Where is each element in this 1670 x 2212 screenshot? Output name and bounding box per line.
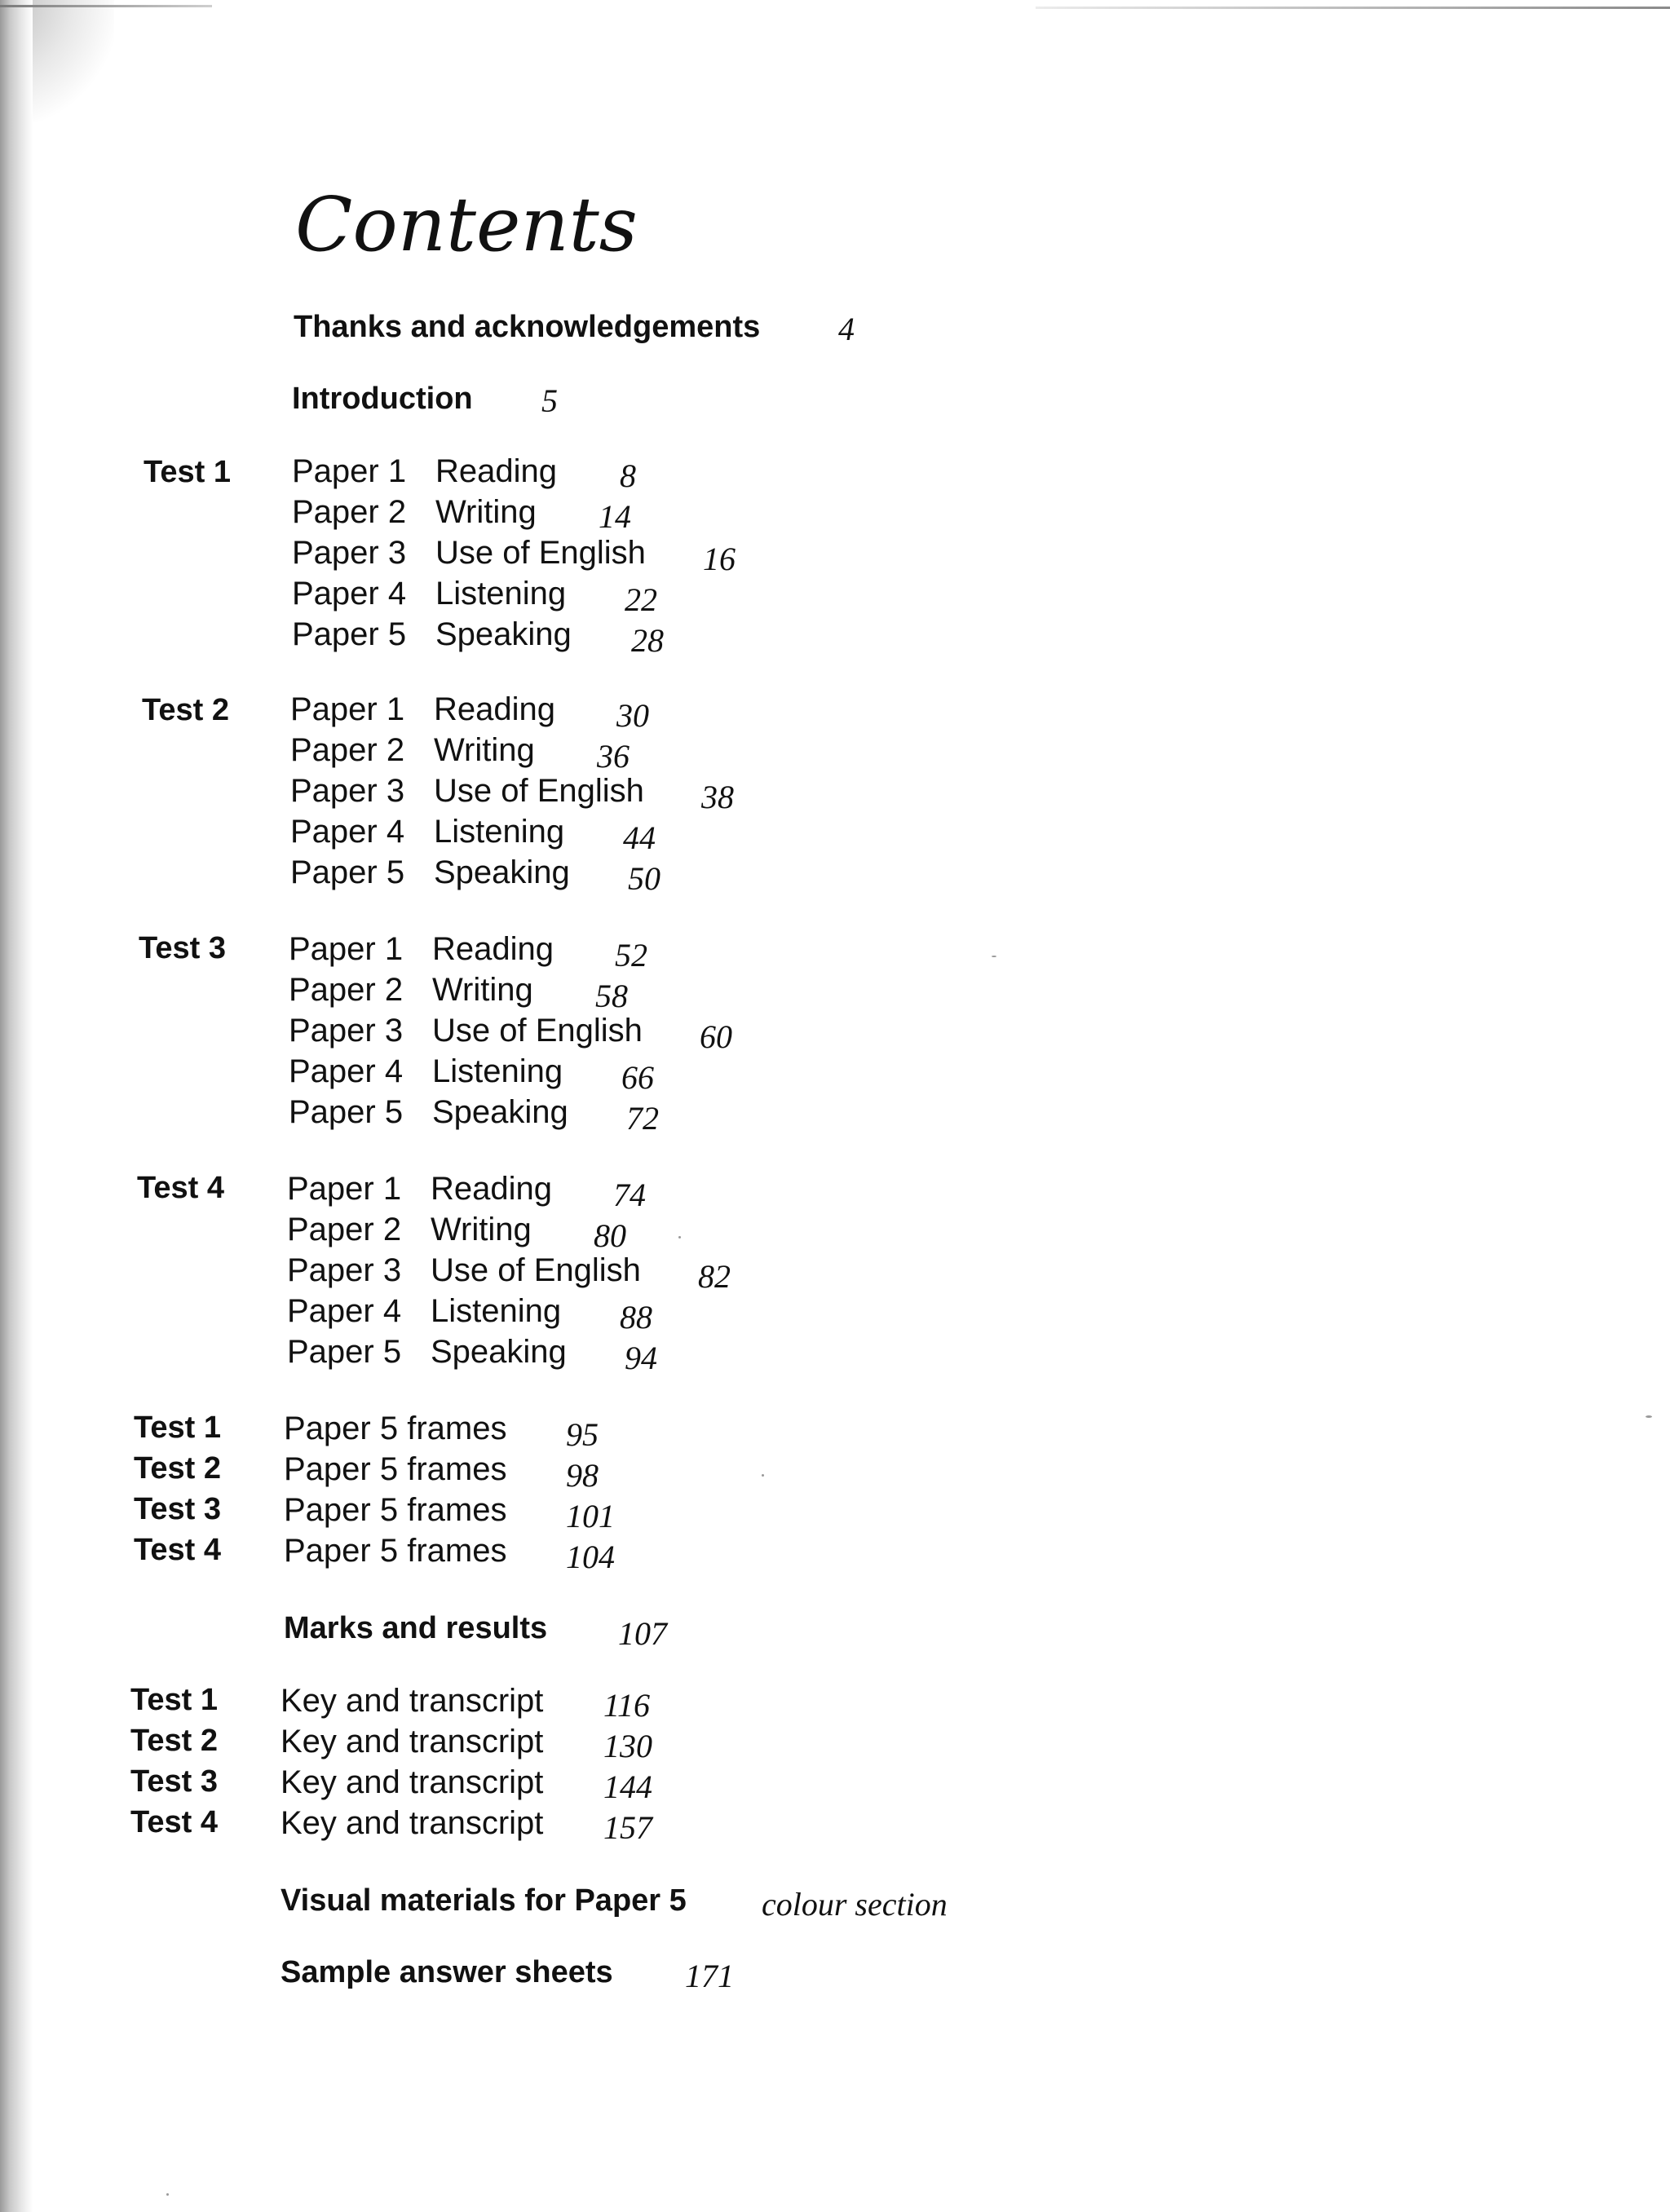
paper-page: 16 bbox=[703, 541, 736, 577]
key-page: 116 bbox=[603, 1687, 651, 1724]
test-label: Test 3 bbox=[139, 931, 227, 965]
paper-name: Reading bbox=[432, 931, 554, 967]
paper-number: Paper 4 bbox=[292, 576, 407, 612]
test-label: Test 2 bbox=[130, 1724, 219, 1758]
scan-speck bbox=[678, 1236, 681, 1238]
paper-page: 88 bbox=[620, 1299, 652, 1336]
paper-page: 14 bbox=[599, 498, 631, 535]
test-label: Test 4 bbox=[130, 1805, 219, 1839]
scan-speck bbox=[762, 1474, 764, 1477]
frames-page: 101 bbox=[566, 1498, 615, 1534]
toc-entry-label: Thanks and acknowledgements bbox=[294, 310, 761, 344]
paper-page: 38 bbox=[701, 779, 734, 815]
key-name: Key and transcript bbox=[281, 1805, 544, 1841]
book-gutter-shadow bbox=[0, 0, 33, 2212]
key-page: 157 bbox=[603, 1809, 652, 1846]
key-name: Key and transcript bbox=[281, 1724, 544, 1759]
paper-name: Writing bbox=[432, 972, 533, 1008]
paper-number: Paper 1 bbox=[289, 931, 404, 967]
paper-number: Paper 2 bbox=[289, 972, 404, 1008]
paper-page: 74 bbox=[613, 1177, 646, 1213]
toc-entry-page: 4 bbox=[838, 311, 855, 347]
paper-name: Listening bbox=[431, 1293, 562, 1329]
paper-page: 30 bbox=[616, 697, 649, 734]
test-label: Test 3 bbox=[134, 1492, 222, 1526]
paper-page: 80 bbox=[594, 1217, 626, 1254]
toc-entry-label: Marks and results bbox=[284, 1611, 548, 1645]
paper-name: Use of English bbox=[432, 1013, 643, 1049]
paper-number: Paper 3 bbox=[292, 535, 407, 571]
key-name: Key and transcript bbox=[281, 1683, 544, 1719]
scan-speck bbox=[1646, 1415, 1652, 1418]
frames-name: Paper 5 frames bbox=[284, 1411, 507, 1446]
paper-name: Writing bbox=[435, 494, 537, 530]
test-label: Test 1 bbox=[134, 1411, 222, 1445]
paper-name: Reading bbox=[435, 453, 558, 489]
paper-page: 66 bbox=[621, 1059, 654, 1096]
paper-name: Speaking bbox=[432, 1094, 568, 1130]
paper-number: Paper 5 bbox=[287, 1334, 402, 1370]
toc-entry-page: 171 bbox=[685, 1958, 734, 1994]
test-label: Test 3 bbox=[130, 1764, 219, 1799]
paper-number: Paper 5 bbox=[290, 854, 405, 890]
paper-number: Paper 1 bbox=[292, 453, 407, 489]
paper-name: Speaking bbox=[431, 1334, 567, 1370]
paper-number: Paper 1 bbox=[287, 1171, 402, 1207]
paper-number: Paper 3 bbox=[287, 1252, 402, 1288]
paper-page: 8 bbox=[620, 457, 636, 494]
paper-name: Reading bbox=[431, 1171, 553, 1207]
toc-entry-label: Introduction bbox=[292, 382, 473, 416]
paper-page: 60 bbox=[700, 1018, 732, 1055]
paper-name: Reading bbox=[434, 691, 556, 727]
frames-page: 104 bbox=[566, 1539, 615, 1575]
paper-name: Use of English bbox=[431, 1252, 641, 1288]
paper-number: Paper 4 bbox=[287, 1293, 402, 1329]
paper-name: Speaking bbox=[434, 854, 570, 890]
top-edge-line-left bbox=[0, 5, 212, 7]
paper-name: Use of English bbox=[435, 535, 646, 571]
paper-number: Paper 2 bbox=[292, 494, 407, 530]
paper-page: 50 bbox=[628, 860, 660, 897]
paper-page: 28 bbox=[631, 622, 664, 659]
frames-name: Paper 5 frames bbox=[284, 1533, 507, 1569]
toc-entry-page: 5 bbox=[541, 382, 558, 419]
paper-name: Writing bbox=[434, 732, 535, 768]
toc-entry-label: Sample answer sheets bbox=[281, 1955, 613, 1989]
paper-number: Paper 3 bbox=[289, 1013, 404, 1049]
top-edge-line-right bbox=[1036, 7, 1670, 9]
paper-number: Paper 4 bbox=[289, 1053, 404, 1089]
toc-entry-page: colour section bbox=[762, 1886, 948, 1923]
paper-page: 72 bbox=[626, 1100, 659, 1137]
toc-entry-page: 107 bbox=[618, 1615, 667, 1652]
paper-page: 94 bbox=[625, 1340, 657, 1376]
paper-page: 36 bbox=[597, 738, 630, 775]
paper-name: Speaking bbox=[435, 616, 572, 652]
paper-name: Listening bbox=[435, 576, 567, 612]
scan-speck bbox=[166, 2193, 169, 2196]
paper-name: Listening bbox=[432, 1053, 563, 1089]
toc-entry-label: Visual materials for Paper 5 bbox=[281, 1883, 687, 1918]
frames-name: Paper 5 frames bbox=[284, 1451, 507, 1487]
paper-page: 22 bbox=[625, 581, 657, 618]
test-label: Test 2 bbox=[134, 1451, 222, 1486]
paper-number: Paper 2 bbox=[287, 1212, 402, 1247]
test-label: Test 1 bbox=[130, 1683, 219, 1717]
frames-page: 95 bbox=[566, 1416, 599, 1453]
frames-name: Paper 5 frames bbox=[284, 1492, 507, 1528]
page-title: Contents bbox=[295, 181, 638, 268]
paper-name: Listening bbox=[434, 814, 565, 850]
paper-page: 58 bbox=[595, 978, 628, 1014]
test-label: Test 4 bbox=[134, 1533, 222, 1567]
test-label: Test 1 bbox=[144, 455, 232, 489]
paper-number: Paper 2 bbox=[290, 732, 405, 768]
paper-number: Paper 4 bbox=[290, 814, 405, 850]
paper-page: 52 bbox=[615, 937, 647, 974]
scan-speck bbox=[992, 956, 996, 957]
paper-number: Paper 3 bbox=[290, 773, 405, 809]
paper-page: 82 bbox=[698, 1258, 731, 1295]
paper-number: Paper 5 bbox=[289, 1094, 404, 1130]
paper-name: Use of English bbox=[434, 773, 644, 809]
key-page: 144 bbox=[603, 1768, 652, 1805]
paper-number: Paper 1 bbox=[290, 691, 405, 727]
paper-number: Paper 5 bbox=[292, 616, 407, 652]
frames-page: 98 bbox=[566, 1457, 599, 1494]
key-name: Key and transcript bbox=[281, 1764, 544, 1800]
paper-name: Writing bbox=[431, 1212, 532, 1247]
paper-page: 44 bbox=[623, 819, 656, 856]
test-label: Test 2 bbox=[142, 693, 230, 727]
key-page: 130 bbox=[603, 1728, 652, 1764]
test-label: Test 4 bbox=[137, 1171, 225, 1205]
